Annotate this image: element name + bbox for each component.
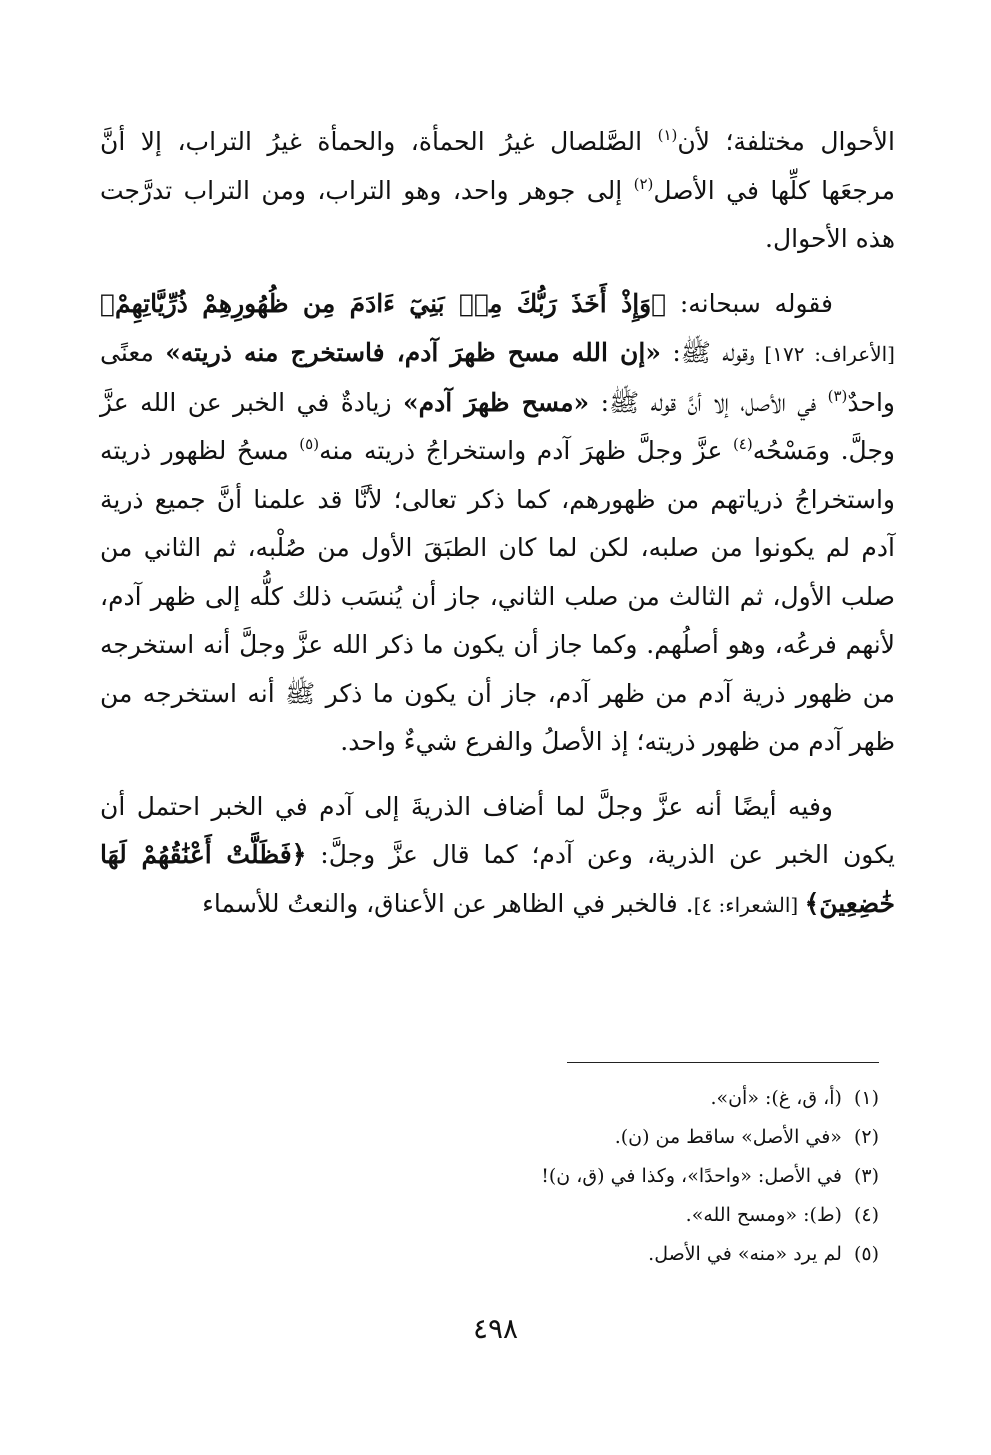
footnote-item: [239, 1079, 879, 1118]
paragraph-text: مسحُ لظهور ذريته واستخراجُ ذرياتهم من ظهورهم، كما ذكر تعالى؛ لأنَّا قد علمنا أنَّ جميع ذرية آدم لم يكونوا من صلبه، لكن لما كان الطبَقَ الأول من صُلْبه، ثم الثاني من صلب الأول، ثم الثالث من صلب الثاني، جاز أن يُنسَب ذلك كلُّه إلى ظهر آدم، لأنهم فرعُه، وهو أصلُهم. وكما جاز أن يكون ما ذكر الله عزَّ وجلَّ أنه استخرجه من ظهور ذرية آدم من ظهر آدم، جاز أن يكون ما ذكر ﷺ أنه استخرجه من ظهر آدم من ظهور ذريته؛ إذ الأصلُ والفرع شيءٌ واحد.: [100, 436, 896, 756]
paragraph-2: [100, 280, 895, 767]
paragraph-3: [100, 783, 895, 930]
footnote-divider: [567, 1062, 879, 1063]
footnote-marker: (٣): [827, 386, 848, 405]
paragraph-text: عزَّ وجلَّ ظهرَ آدم واستخراجُ ذريته منه: [319, 436, 733, 465]
verse-reference: [الشعراء: ٤]: [693, 892, 805, 917]
footnote-marker: (١): [657, 126, 678, 144]
paragraph-text: وفيه أيضًا أنه عزَّ وجلَّ لما أضاف الذريةَ إلى آدم في الخبر احتمل أن يكون الخبر عن الذرية، وعن آدم؛ كما قال عزَّ وجلَّ:: [100, 791, 895, 869]
footnote-item: [239, 1196, 879, 1235]
footnote-number: (٥): [853, 1243, 879, 1265]
footnote-marker: (٢): [633, 174, 654, 193]
footnote-text: (أ، ق، غ): «أن».: [710, 1087, 842, 1109]
paragraph-text: الصَّلصال غيرُ الحمأة، والحمأة غيرُ التراب، إلا أنَّ مرجعَها كلِّها في الأصل: [100, 127, 896, 205]
quran-verse: ﴿فَظَلَّتْ أَعْنَٰقُهُمْ لَهَا خَٰضِعِينَ﴾: [100, 840, 895, 918]
footnote-number: (١): [853, 1087, 879, 1109]
paragraph-text: وقوله ﷺ:: [660, 338, 755, 367]
footnote-text: لم يرد «منه» في الأصل.: [648, 1243, 842, 1265]
main-text: [100, 118, 895, 929]
footnote-item: [239, 1235, 879, 1274]
footnote-number: (٤): [853, 1204, 879, 1226]
footnote-marker: (٤): [732, 435, 753, 453]
footnote-item: [239, 1157, 879, 1196]
footnote-number: (٢): [853, 1126, 879, 1148]
footnotes-list: [239, 1079, 879, 1274]
paragraph-text: فقوله سبحانه:: [666, 288, 833, 318]
hadith-quote: «مسح ظهرَ آدم»: [403, 387, 590, 417]
verse-reference: [الأعراف: ١٧٢]: [754, 342, 895, 366]
footnote-item: [239, 1118, 879, 1157]
paragraph-text: الأحوال مختلفة؛ لأن: [677, 127, 896, 156]
hadith-quote: «إن الله مسح ظهرَ آدم، فاستخرج منه ذريته»: [165, 338, 661, 367]
paragraph-text: معنًى واحدٌ: [100, 338, 895, 417]
paragraph-1: [100, 118, 895, 264]
footnote-text: (ط): «ومسح الله».: [685, 1204, 842, 1226]
footnote-marker: (٥): [299, 435, 320, 453]
quran-verse: ﴿وَإِذْ أَخَذَ رَبُّكَ مِنۢ بَنِيٓ ءَادَمَ مِن ظُهُورِهِمْ ذُرِّيَّاتِهِمْ﴾: [100, 288, 667, 318]
footnote-number: (٣): [853, 1165, 879, 1187]
footnote-text: «في الأصل» ساقط من (ن).: [614, 1126, 842, 1148]
paragraph-text: إلى جوهر واحد، وهو التراب، ومن التراب تدرَّجت هذه الأحوال.: [100, 175, 895, 253]
footnote-text: في الأصل: «واحدًا»، وكذا في (ق، ن)!: [541, 1165, 842, 1187]
paragraph-text: في الأصل، إلا أنَّ قوله ﷺ:: [589, 387, 828, 417]
paragraph-text: زيادةٌ في الخبر عن الله عزَّ وجلَّ. ومَسْحُه: [100, 387, 895, 465]
page-number: ٤٩٨: [472, 1312, 519, 1345]
paragraph-text: . فالخبر في الظاهر عن الأعناق، والنعتُ للأسماء: [202, 888, 694, 918]
